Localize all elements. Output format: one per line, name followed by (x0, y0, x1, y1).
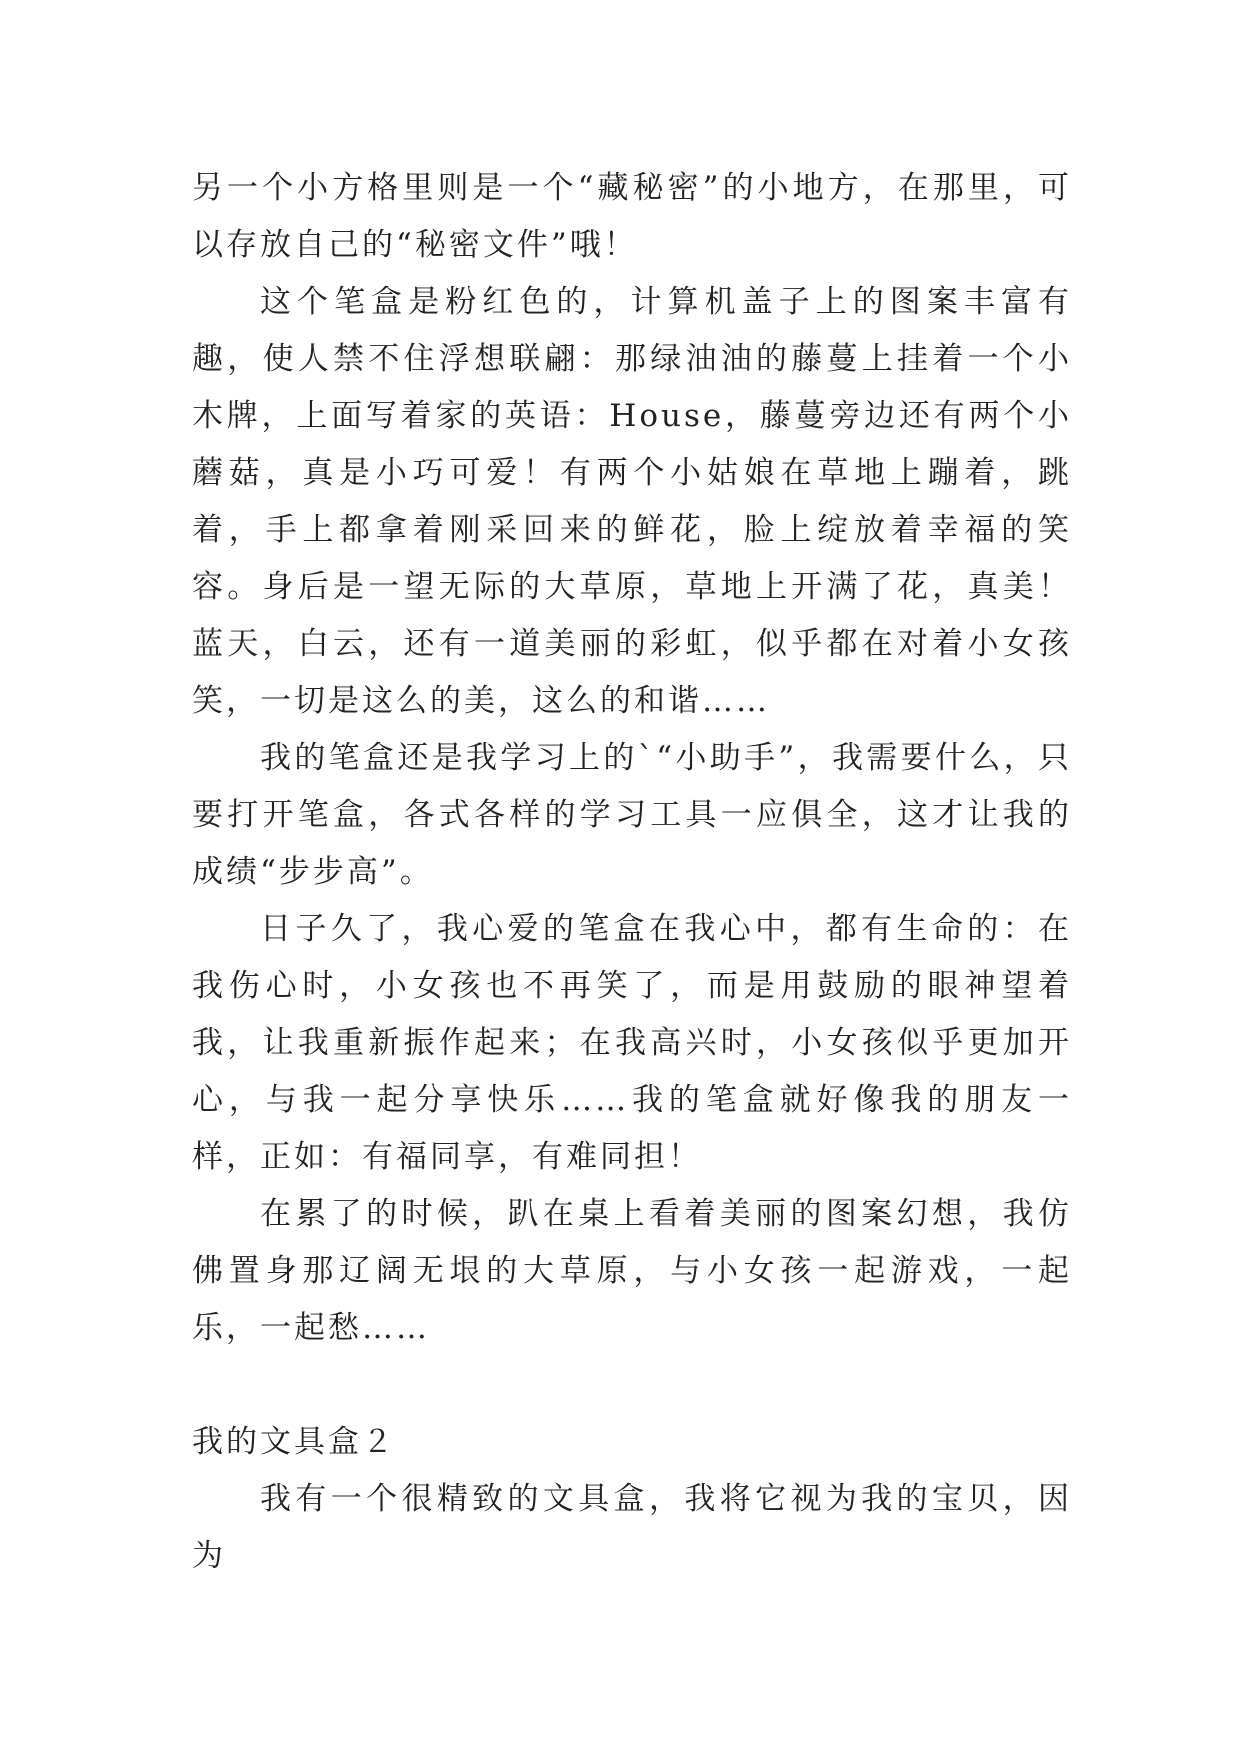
paragraph-daydream: 在累了的时候，趴在桌上看着美丽的图案幻想，我仿佛置身那辽阔无垠的大草原，与小女孩一起游戏，一起乐，一起愁…… (192, 1196, 1072, 1346)
section-title: 我的文具盒２ (192, 1424, 396, 1460)
paragraph-study-helper: 我的笔盒还是我学习上的`“小助手”，我需要什么，只要打开笔盒，各式各样的学习工具一应俱全，这才让我的成绩“步步高”。 (192, 740, 1072, 890)
paragraph-section-intro: 我有一个很精致的文具盒，我将它视为我的宝贝，因为 (192, 1481, 1072, 1574)
paragraph-friend: 日子久了，我心爱的笔盒在我心中，都有生命的：在我伤心时，小女孩也不再笑了，而是用鼓励的眼神望着我，让我重新振作起来；在我高兴时，小女孩似乎更加开心，与我一起分享快乐……我的笔盒就好像我的朋友一样，正如：有福同享，有难同担！ (192, 911, 1072, 1175)
paragraph-continued: 另一个小方格里则是一个“藏秘密”的小地方，在那里，可以存放自己的“秘密文件”哦！ (192, 170, 1072, 263)
paragraph-pencil-box-description: 这个笔盒是粉红色的，计算机盖子上的图案丰富有趣，使人禁不住浮想联翩：那绿油油的藤蔓上挂着一个小木牌，上面写着家的英语：House，藤蔓旁边还有两个小蘑菇，真是小巧可爱！有两个小姑娘在草地上蹦着，跳着，手上都拿着刚采回来的鲜花，脸上绽放着幸福的笑容。身后是一望无际的大草原，草地上开满了花，真美！蓝天，白云，还有一道美丽的彩虹，似乎都在对着小女孩笑，一切是这么的美，这么的和谐…… (192, 284, 1072, 719)
document-body (192, 160, 1072, 1585)
